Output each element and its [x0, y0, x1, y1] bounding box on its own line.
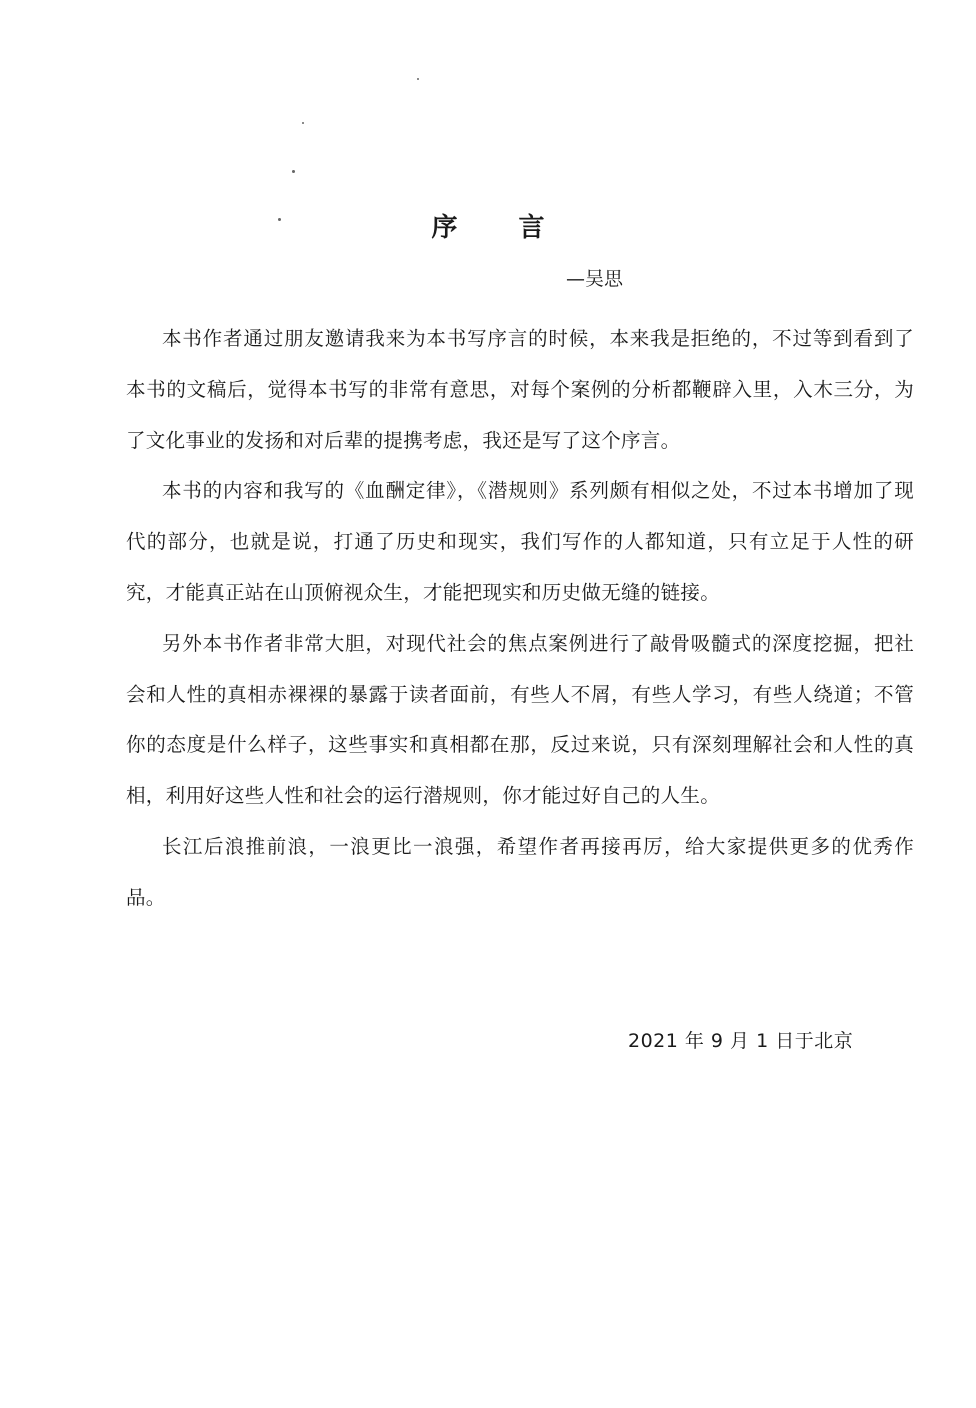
paragraph: 本书作者通过朋友邀请我来为本书写序言的时候，本来我是拒绝的，不过等到看到了本书的文稿后，觉得本书写的非常有意思，对每个案例的分析都鞭辟入里，入木三分，为了文化事业的发扬和对后辈的提携考虑，我还是写了这个序言。 [126, 327, 914, 452]
page-title: 序 言 [431, 213, 571, 243]
preface-body [126, 314, 914, 924]
author-line: —吴思 [566, 268, 624, 290]
scan-speck [417, 78, 419, 80]
paragraph: 本书的内容和我写的《血酬定律》，《潜规则》系列颇有相似之处，不过本书增加了现代的部分，也就是说，打通了历史和现实，我们写作的人都知道，只有立足于人性的研究，才能真正站在山顶俯视众生，才能把现实和历史做无缝的链接。 [126, 479, 914, 604]
date-line: 2021 年 9 月 1 日于北京 [628, 1030, 854, 1052]
paragraph: 另外本书作者非常大胆，对现代社会的焦点案例进行了敲骨吸髓式的深度挖掘，把社会和人性的真相赤裸裸的暴露于读者面前，有些人不屑，有些人学习，有些人绕道；不管你的态度是什么样子，这些事实和真相都在那，反过来说，只有深刻理解社会和人性的真相，利用好这些人性和社会的运行潜规则，你才能过好自己的人生。 [126, 631, 914, 808]
scan-speck [292, 170, 295, 173]
scan-speck [302, 122, 304, 124]
paragraph: 长江后浪推前浪，一浪更比一浪强，希望作者再接再厉，给大家提供更多的优秀作品。 [126, 834, 914, 909]
